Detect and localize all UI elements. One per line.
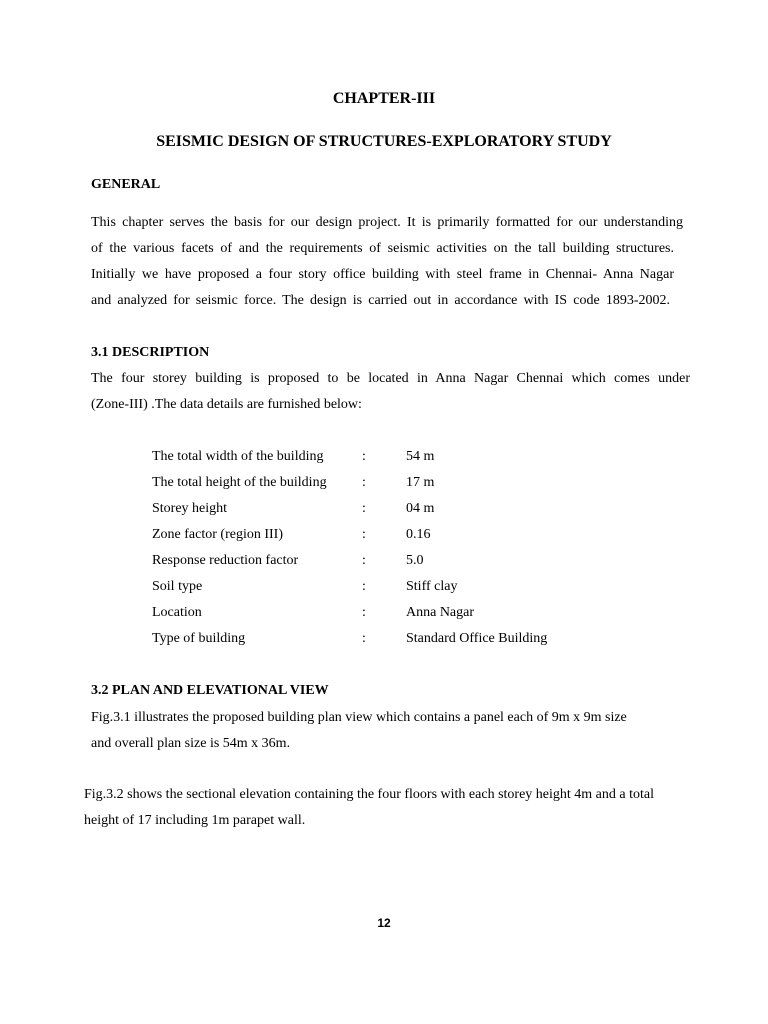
paragraph-line: Fig.3.1 illustrates the proposed building plan view which contains a panel each of 9m x 9m size	[91, 710, 627, 725]
spec-separator: :	[362, 527, 366, 542]
spec-separator: :	[362, 631, 366, 646]
spec-separator: :	[362, 475, 366, 490]
spec-separator: :	[362, 553, 366, 568]
spec-label: Storey height	[152, 501, 228, 516]
building-specs-table	[152, 444, 547, 652]
page-number: 12	[377, 916, 391, 930]
spec-value: Standard Office Building	[406, 631, 548, 646]
plan-heading: 3.2 PLAN AND ELEVATIONAL VIEW	[91, 683, 329, 698]
spec-label: Location	[152, 605, 202, 620]
description-paragraph	[91, 366, 690, 418]
spec-separator: :	[362, 605, 366, 620]
paragraph-line: (Zone-III) .The data details are furnished below:	[91, 397, 362, 412]
spec-label: Response reduction factor	[152, 553, 299, 568]
paragraph-line: The four storey building is proposed to be located in Anna Nagar Chennai which comes under	[91, 371, 690, 386]
paragraph-line: and overall plan size is 54m x 36m.	[91, 736, 291, 751]
page-title: SEISMIC DESIGN OF STRUCTURES-EXPLORATORY STUDY	[156, 133, 612, 150]
spec-label: The total width of the building	[152, 449, 324, 464]
general-heading: GENERAL	[91, 177, 161, 192]
general-paragraph	[91, 210, 683, 314]
spec-value: 54 m	[406, 449, 435, 464]
spec-value: Anna Nagar	[406, 605, 475, 620]
elevation-paragraph	[84, 782, 654, 834]
spec-value: 5.0	[406, 553, 424, 568]
spec-label: Zone factor (region III)	[152, 527, 283, 542]
spec-value: Stiff clay	[406, 579, 458, 594]
paragraph-line: Fig.3.2 shows the sectional elevation containing the four floors with each storey height 4m and a total	[84, 787, 654, 802]
paragraph-line: This chapter serves the basis for our design project. It is primarily formatted for our understanding	[91, 215, 683, 230]
paragraph-line: of the various facets of and the requirements of seismic activities on the tall building structures.	[91, 241, 674, 256]
table-row	[152, 600, 547, 626]
spec-value: 04 m	[406, 501, 435, 516]
spec-label: Type of building	[152, 631, 246, 646]
plan-paragraph	[91, 705, 627, 757]
spec-label: Soil type	[152, 579, 203, 594]
paragraph-line: height of 17 including 1m parapet wall.	[84, 813, 306, 828]
spec-separator: :	[362, 449, 366, 464]
table-row	[152, 548, 547, 574]
paragraph-line: Initially we have proposed a four story office building with steel frame in Chennai- Anna Nagar	[91, 267, 674, 282]
table-row	[152, 626, 547, 652]
spec-separator: :	[362, 501, 366, 516]
spec-separator: :	[362, 579, 366, 594]
table-row	[152, 444, 547, 470]
description-heading: 3.1 DESCRIPTION	[91, 345, 210, 360]
table-row	[152, 470, 547, 496]
spec-label: The total height of the building	[152, 475, 327, 490]
spec-value: 17 m	[406, 475, 435, 490]
spec-value: 0.16	[406, 527, 431, 542]
chapter-label: CHAPTER-III	[332, 90, 436, 107]
table-row	[152, 496, 547, 522]
table-row	[152, 574, 547, 600]
paragraph-line: and analyzed for seismic force. The design is carried out in accordance with IS code 1893-2002.	[91, 293, 670, 308]
table-row	[152, 522, 547, 548]
